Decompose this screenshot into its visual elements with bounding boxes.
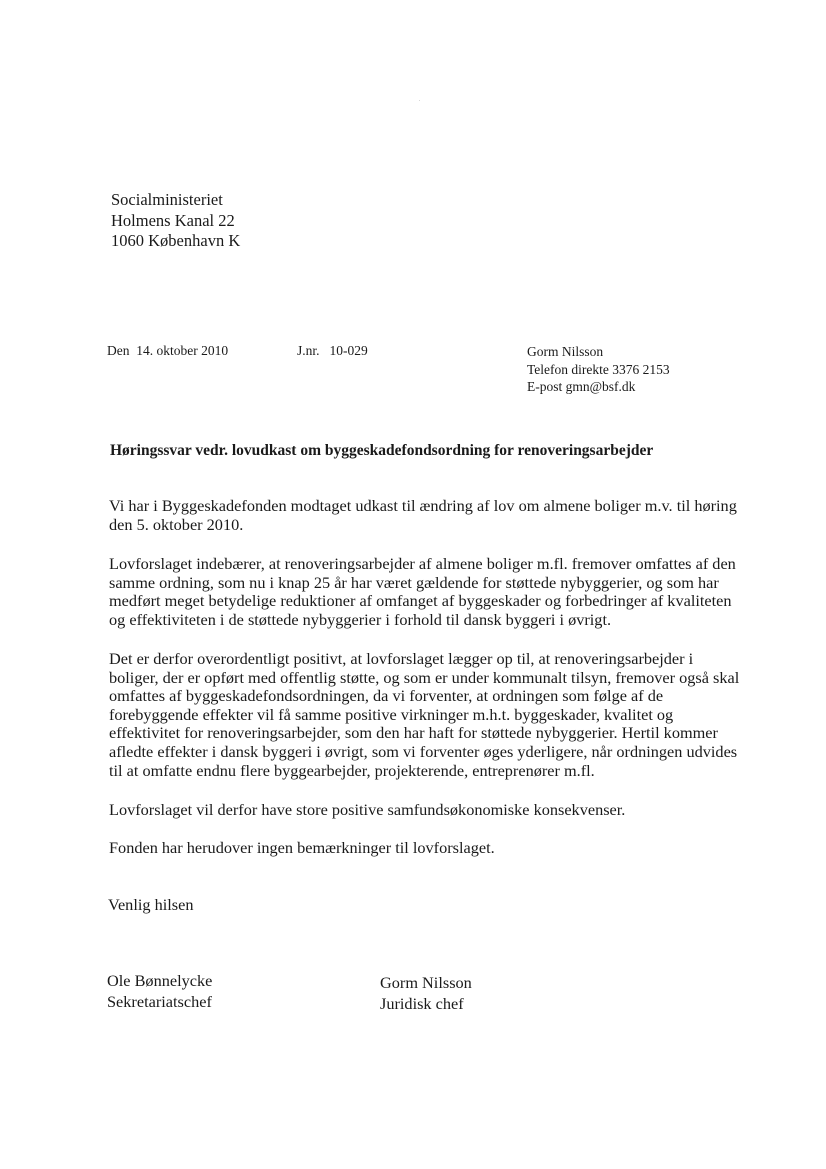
paragraph-line: effektivitet for renoveringsarbejder, som den har haft for støttede nybyggerier. Hertil kommer (109, 723, 718, 743)
signatory-name: Gorm Nilsson (380, 973, 472, 992)
paragraph-line: Lovforslaget indebærer, at renoveringsarbejder af almene boliger m.fl. fremover omfattes af den (109, 554, 736, 573)
signatory (380, 972, 472, 1014)
paragraph (109, 650, 739, 780)
recipient-address (111, 190, 240, 252)
paragraph-line: Lovforslaget vil derfor have store positive samfundsøkonomiske konsekvenser. (109, 800, 626, 819)
paragraph-line: medført meget betydelige reduktioner af omfanget af byggeskader og forbedringer af kvaliteten (109, 591, 732, 611)
recipient-line: 1060 København K (111, 231, 241, 250)
paragraph-line: den 5. oktober 2010. (109, 514, 244, 534)
closing-salutation (108, 895, 193, 915)
closing-text: Venlig hilsen (108, 895, 194, 914)
paragraph-line: boliger, der er opført med offentlig støtte, og som er under kommunalt tilsyn, fremover også skal (109, 667, 740, 687)
paragraph-line: Fonden har herudover ingen bemærkninger til lovforslaget. (109, 838, 495, 857)
paragraph (109, 839, 495, 858)
paragraph (109, 801, 625, 820)
paragraph-line: til at omfatte endnu flere byggearbejder, projekterende, entreprenører m.fl. (109, 760, 595, 780)
paragraph-line: afledte effekter i dansk byggeri i øvrigt, som vi forventer øges yderligere, når ordningen udvides (109, 741, 738, 761)
subject-text: Høringssvar vedr. lovudkast om byggeskadefondsordning for renoveringsarbejder (110, 442, 654, 459)
paragraph-line: forebyggende effekter vil få samme positive virkninger m.h.t. byggeskader, kvalitet og (109, 704, 674, 724)
recipient-line: Holmens Kanal 22 (111, 210, 235, 230)
contact-line: E-post gmn@bsf.dk (527, 379, 636, 394)
jnr-label: J.nr. (297, 343, 320, 358)
letter-date (107, 342, 228, 359)
signatory-name: Ole Bønnelycke (107, 971, 213, 990)
jnr-value: 10-029 (329, 343, 368, 358)
paragraph-line: Det er derfor overordentligt positivt, at lovforslaget lægger op til, at renoveringsarbejder i (109, 649, 694, 668)
signatory-title: Sekretariatschef (107, 992, 212, 1011)
paragraph-line: og effektiviteten i de støttede nybyggerier i forhold til dansk byggeri i øvrigt. (109, 609, 612, 629)
paragraph (109, 497, 737, 534)
contact-line: Gorm Nilsson (527, 344, 604, 359)
paragraph (109, 555, 736, 629)
paragraph-line: Vi har i Byggeskadefonden modtaget udkast til ændring af lov om almene boliger m.v. til høring (109, 496, 737, 515)
signatory-title: Juridisk chef (380, 994, 464, 1013)
contact-info (527, 343, 670, 396)
contact-line: Telefon direkte 3376 2153 (527, 361, 670, 377)
recipient-line: Socialministeriet (111, 190, 223, 209)
paragraph-line: omfattes af byggeskadefondsordningen, da vi forventer, at ordningen som følge af de (109, 686, 664, 706)
scan-speck (419, 100, 420, 101)
date-text: Den 14. oktober 2010 (107, 343, 229, 358)
paragraph-line: samme ordning, som nu i knap 25 år har været gældende for støttede nybyggerier, og som har (109, 572, 719, 592)
journal-number (297, 342, 368, 359)
signatory (107, 970, 212, 1012)
letter-subject (110, 441, 653, 461)
